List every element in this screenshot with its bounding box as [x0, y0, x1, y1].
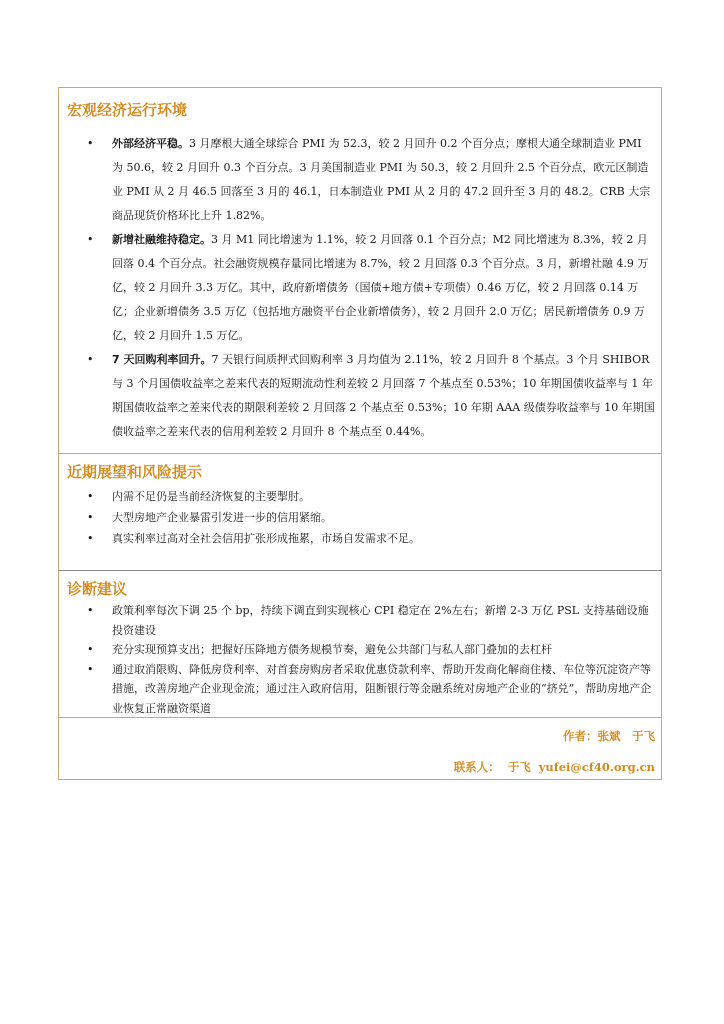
- section-divider: [59, 570, 661, 571]
- list-item: [59, 132, 661, 228]
- item-text: 充分实现预算支出；把握好压降地方债务规模节奏，避免公共部门与私人部门叠加的去杠杆: [112, 643, 552, 656]
- item-text: 通过取消限购、降低房贷利率、对首套房购房者采取优惠贷款利率、帮助开发商化解商住楼、车位等沉淀资产等措施，改善房地产企业现金流；通过注入政府信用，阻断银行等金融系统对房地产企业的“挤兑”，帮助房地产企业恢复正常融资渠道: [112, 662, 652, 715]
- contact-name: 于飞: [507, 760, 531, 774]
- item-text: 3 月摩根大通全球综合 PMI 为 52.3，较 2 月回升 0.2 个百分点；摩根大通全球制造业 PMI 为 50.6，较 2 月回升 0.3 个百分点。3 月美国制造业 PMI 为 50.3，较 2 月回升 2.5 个百分点，欧元区制造业 PMI 从 2 月 46.5 回落至 3 月的 46.1，日本制造业 PMI 从 2 月的 47.2 回升至 3 月的 48.2。CRB 大宗商品现货价格环比上升 1.82%。: [112, 137, 651, 222]
- recommendations-list: [59, 601, 661, 718]
- section-title-macro-environment: 宏观经济运行环境: [67, 101, 188, 119]
- item-text: 7 天银行间质押式回购利率 3 月均值为 2.11%，较 2 月回升 8 个基点。3 个月 SHIBOR 与 3 个月国债收益率之差来代表的短期流动性利差较 2 月回落 7 个基点至 0.53%；10 年期国债收益率与 1 年期国债收益率之差来代表的期限利差较 2 月回落 2 个基点至 0.53%；10 年期 AAA 级债券收益率与 10 年期国债收益率之差来代表的信用利差较 2 月回升 8 个基点至 0.44%。: [112, 353, 655, 438]
- list-item: [59, 640, 661, 660]
- list-item: [59, 528, 661, 549]
- bullet-icon: •: [87, 353, 94, 366]
- author-line: [563, 728, 655, 744]
- contact-line: [454, 759, 655, 775]
- list-item: [59, 228, 661, 348]
- section-divider: [59, 453, 661, 454]
- section-title-outlook-risks: 近期展望和风险提示: [67, 463, 203, 481]
- list-item: [59, 348, 661, 444]
- macro-environment-list: [59, 132, 661, 444]
- footer-divider: [59, 717, 661, 718]
- bullet-icon: •: [87, 137, 94, 150]
- list-item: [59, 507, 661, 528]
- item-text: 3 月 M1 同比增速为 1.1%，较 2 月回落 0.1 个百分点；M2 同比增速为 8.3%，较 2 月回落 0.4 个百分点。社会融资规模存量同比增速为 8.7%，较 2 月回落 0.3 个百分点。3 月，新增社融 4.9 万亿，较 2 月回升 3.3 万亿。其中，政府新增债务（国债+地方债+专项债）0.46 万亿，较 2 月回落 0.14 万亿；企业新增债务 3.5 万亿（包括地方融资平台企业新增债务），较 2 月回升 2.0 万亿；居民新增债务 0.9 万亿，较 2 月回升 1.5 万亿。: [112, 233, 649, 342]
- section-title-recommendations: 诊断建议: [67, 580, 128, 598]
- item-lead: 外部经济平稳。: [112, 137, 189, 150]
- author-names: 张斌 于飞: [597, 729, 655, 743]
- outlook-risks-list: [59, 486, 661, 549]
- bullet-icon: •: [87, 604, 94, 617]
- bullet-icon: •: [87, 532, 94, 545]
- report-frame: [58, 87, 662, 780]
- item-text: 真实利率过高对全社会信用扩张形成拖累，市场自发需求不足。: [112, 532, 420, 545]
- item-lead: 7 天回购利率回升。: [112, 353, 212, 366]
- bullet-icon: •: [87, 643, 94, 656]
- bullet-icon: •: [87, 662, 94, 676]
- bullet-icon: •: [87, 233, 94, 246]
- contact-email[interactable]: yufei@cf40.org.cn: [538, 760, 655, 774]
- author-label: 作者：: [563, 729, 598, 743]
- list-item: [59, 486, 661, 507]
- contact-label: 联系人：: [453, 760, 500, 774]
- item-lead: 新增社融维持稳定。: [112, 233, 211, 246]
- item-text: 大型房地产企业暴雷引发进一步的信用紧缩。: [112, 511, 332, 524]
- list-item: [59, 660, 661, 719]
- item-text: 政策利率每次下调 25 个 bp，持续下调直到实现核心 CPI 稳定在 2%左右；新增 2-3 万亿 PSL 支持基础设施投资建设: [112, 604, 649, 637]
- list-item: [59, 601, 661, 640]
- bullet-icon: •: [87, 490, 94, 503]
- item-text: 内需不足仍是当前经济恢复的主要掣肘。: [112, 490, 310, 503]
- bullet-icon: •: [87, 511, 94, 524]
